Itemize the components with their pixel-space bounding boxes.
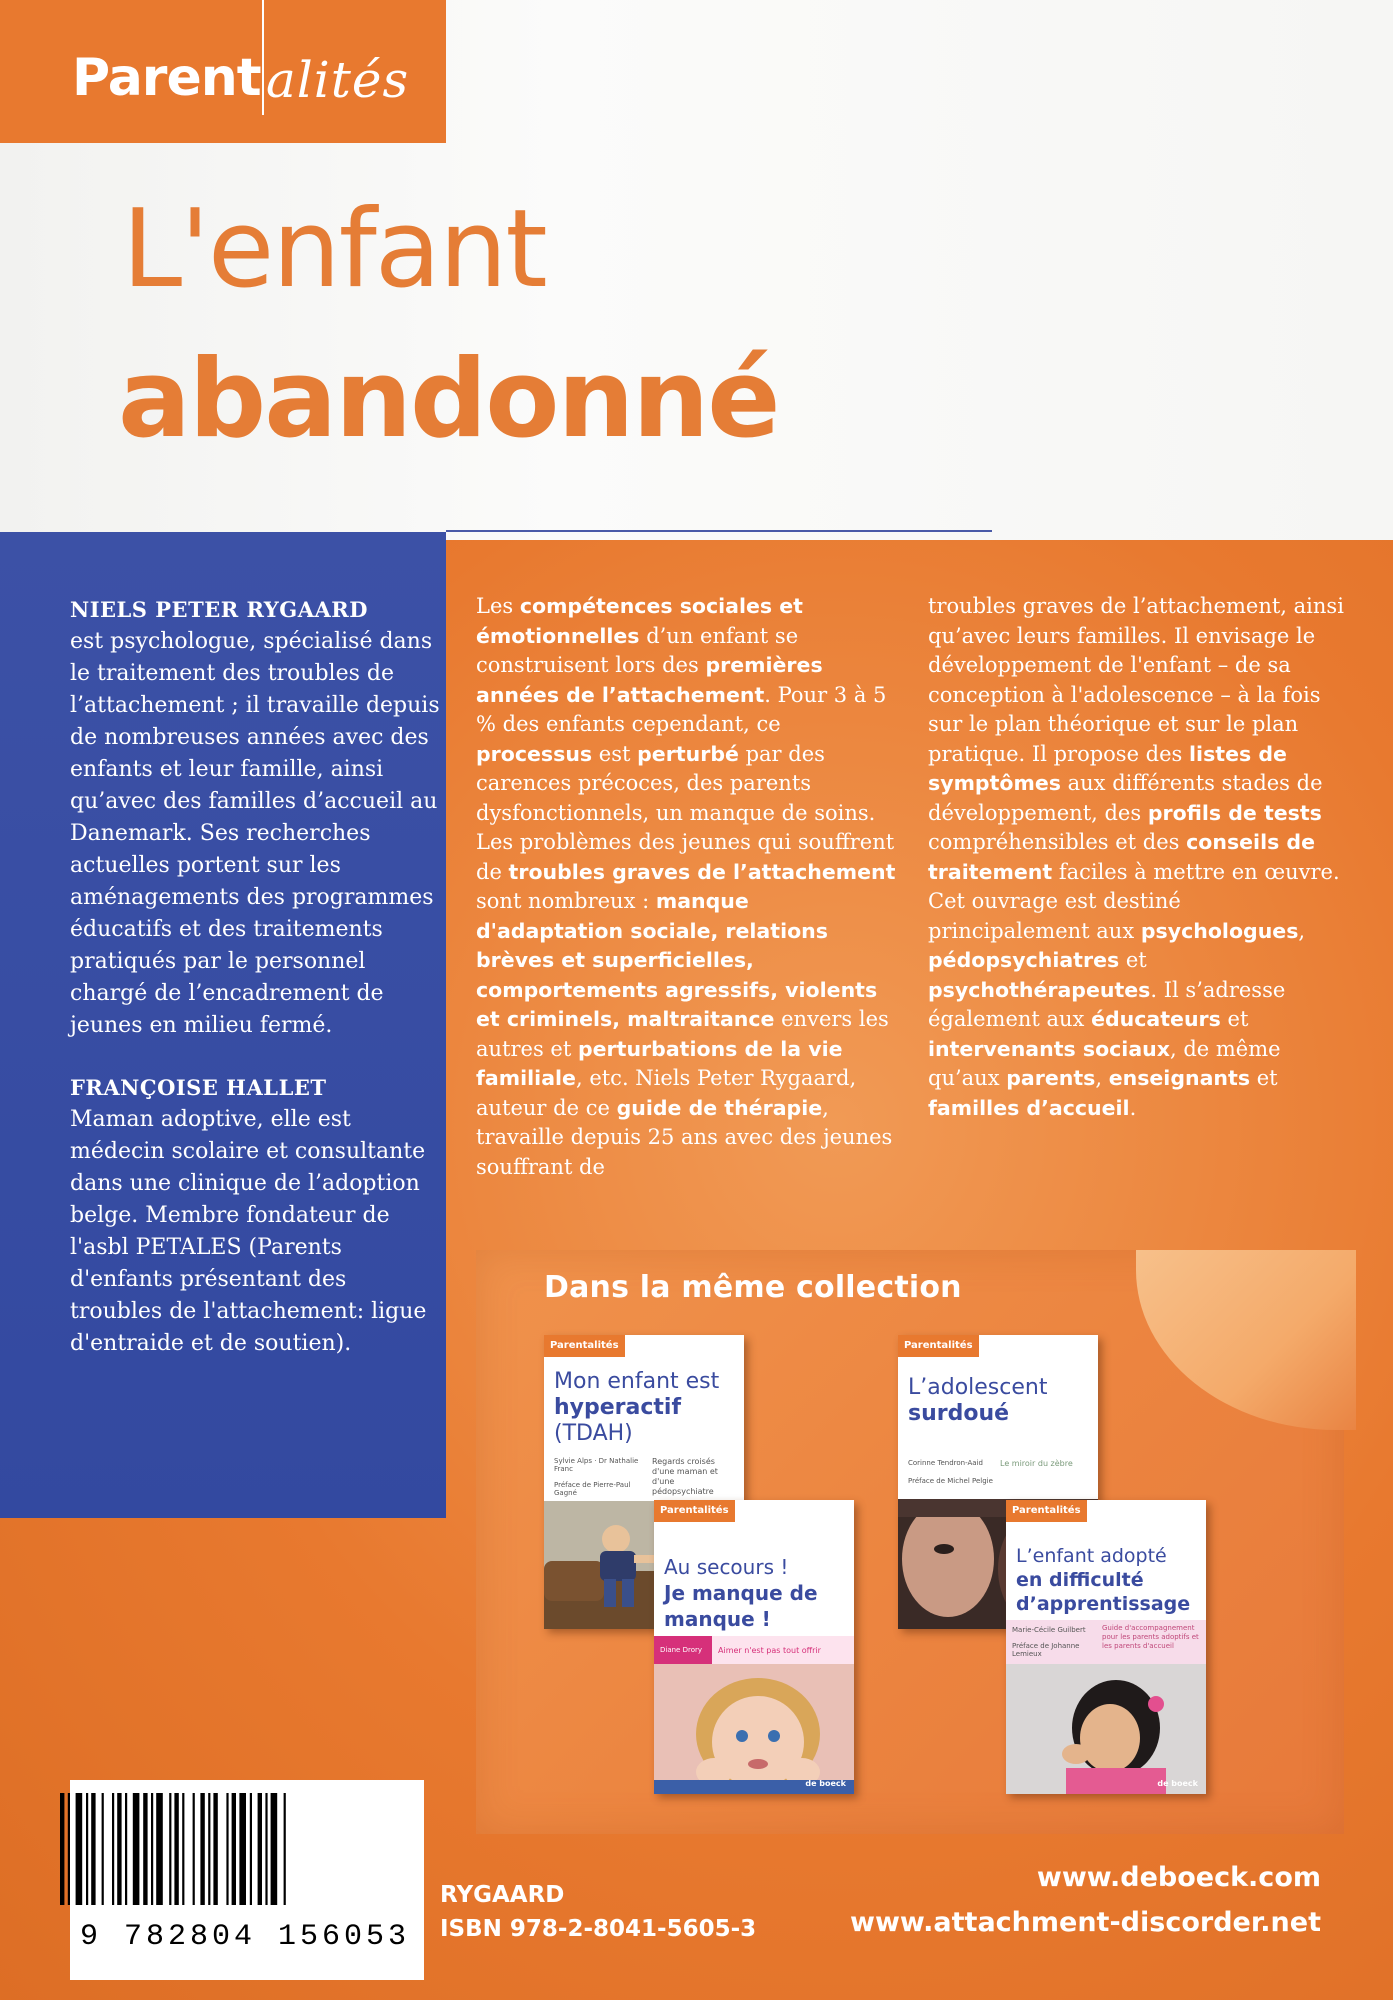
book-title: L’adolescent surdoué (908, 1375, 1048, 1426)
book-photo (654, 1664, 854, 1794)
book-subtitle: Guide d'accompagnement pour les parents adoptifs et les parents d'accueil (1102, 1624, 1199, 1650)
series-logo-divider (262, 0, 264, 115)
barcode-bar (143, 1793, 147, 1905)
book-subtitle: Le miroir du zèbre (1000, 1459, 1073, 1468)
url-deboeck: www.deboeck.com (1036, 1862, 1321, 1893)
book-title: Au secours ! Je manque de manque ! (664, 1555, 818, 1631)
barcode-bar (182, 1793, 184, 1905)
author-bio: Maman adoptive, elle est médecin scolaire et consultante dans une clinique de l’adoption belge. Membre fondateur de l'asbl PETALES (Parents d'enfants présentant des troubles de l'attachement: ligue d'entraide et de soutien). (70, 1107, 427, 1356)
barcode-bar (213, 1793, 217, 1905)
book-series-label: Parentalités (544, 1335, 625, 1357)
book-subtitle: Aimer n'est pas tout offrir (718, 1646, 821, 1655)
barcode-bar (125, 1793, 127, 1905)
barcode-bar (102, 1793, 104, 1905)
author-bio: est psychologue, spécialisé dans le traitement des troubles de l’attachement ; il travaille depuis de nombreuses années avec des enfants et leur famille, ainsi qu’avec des familles d’accueil au Danemark. Ses recherches actuelles portent sur les aménagements des programmes éducatifs et des traitements pratiqués par le personnel chargé de l’encadrement de jeunes en milieu fermé. (70, 629, 440, 1038)
series-logo (0, 0, 446, 143)
isbn-block (440, 1878, 756, 1946)
book-subtitle-band (654, 1636, 854, 1664)
emphasis-text: perturbations de la vie familiale (476, 1036, 843, 1090)
collection-heading: Dans la même collection (544, 1270, 962, 1305)
barcode-bar (208, 1793, 210, 1905)
book-preface: Préface de Johanne Lemieux (1012, 1642, 1080, 1658)
emphasis-text: intervenants sociaux (928, 1036, 1170, 1061)
collection-book-adopte (1006, 1500, 1206, 1794)
book-subtitle: Regards croisés d'une maman et d'une pédopsychiatre (652, 1457, 718, 1496)
publisher-urls (850, 1855, 1321, 1945)
description-column-2: troubles graves de l’attachement, ainsi qu’avec leurs familles. Il envisage le développement de l'enfant – de sa conception à l'adolescence – à la fois sur le plan théorique et sur le plan pratique. Il propose des listes de symptômes aux différents stades de développement, des profils de tests compréhensibles et des conseils de traitement faciles à mettre en œuvre. Cet ouvrage est destiné principalement aux psychologues, pédopsychiatres et psychothérapeutes. Il s’adresse également aux éducateurs et intervenants sociaux, de même qu’aux parents, enseignants et familles d’accueil. (928, 594, 1344, 1120)
emphasis-text: compétences sociales et émotionnelles (476, 594, 803, 648)
emphasis-text: guide de thérapie (616, 1095, 823, 1120)
barcode-bar (86, 1793, 88, 1905)
barcode-bar (60, 1793, 64, 1905)
barcode-bar (250, 1793, 252, 1905)
barcode-bar (91, 1793, 95, 1905)
barcode-bar (200, 1793, 204, 1905)
barcode-bar (193, 1793, 195, 1905)
emphasis-text: troubles graves de l’attachement (508, 859, 896, 884)
book-subtitle-band (1006, 1620, 1206, 1664)
collection-book-manque (654, 1500, 854, 1794)
book-authors: Diane Drory (660, 1646, 703, 1654)
barcode-bar (112, 1793, 114, 1905)
book-title: L’enfant adopté en difficulté d’apprentissage (1016, 1545, 1191, 1615)
book-series-label: Parentalités (1006, 1500, 1087, 1522)
book-preface: Préface de Michel Pelgie (908, 1477, 993, 1485)
emphasis-text: familles d’accueil (928, 1095, 1130, 1120)
book-preface: Préface de Pierre-Paul Gagné (554, 1481, 631, 1497)
book-title-line2: abandonné (118, 337, 779, 462)
emphasis-text: éducateurs (1091, 1007, 1221, 1031)
barcode-bar (133, 1793, 140, 1905)
barcode-digits: 9 782804 156053 (80, 1920, 411, 1954)
author-name: NIELS PETER RYGAARD (70, 597, 368, 622)
emphasis-text: perturbé (637, 741, 739, 766)
barcode-bar (156, 1793, 163, 1905)
barcode (58, 1793, 403, 1905)
publisher-logo: de boeck (805, 1779, 846, 1788)
book-authors: Sylvie Alps · Dr Nathalie Franc (554, 1457, 639, 1473)
emphasis-text: processus (476, 741, 593, 766)
emphasis-text: listes de symptômes (928, 741, 1287, 795)
book-photo (1006, 1664, 1206, 1794)
book-series-label: Parentalités (654, 1500, 735, 1522)
emphasis-text: conseils de traitement (928, 830, 1316, 884)
emphasis-text: pédopsychiatres (928, 948, 1120, 972)
author-code: RYGAARD (440, 1882, 565, 1908)
barcode-bar (271, 1793, 278, 1905)
book-authors: Corinne Tendron-Aaid (908, 1459, 983, 1467)
book-title: Mon enfant est hyperactif (TDAH) (554, 1369, 720, 1446)
emphasis-text: premières années de l’attachement (476, 653, 823, 707)
book-series-label: Parentalités (898, 1335, 979, 1357)
barcode-bar (169, 1793, 171, 1905)
barcode-bar (265, 1793, 267, 1905)
emphasis-text: enseignants (1108, 1066, 1251, 1090)
barcode-bar (76, 1793, 83, 1905)
barcode-bar (68, 1793, 70, 1905)
barcode-bar (226, 1793, 228, 1905)
publisher-logo: de boeck (1157, 1779, 1198, 1788)
barcode-bar (232, 1793, 236, 1905)
book-title-line1: L'enfant (122, 187, 546, 312)
barcode-bar (117, 1793, 121, 1905)
barcode-bar (239, 1793, 246, 1905)
emphasis-text: psychologues (1140, 918, 1299, 943)
description-column-1: Les compétences sociales et émotionnelles d’un enfant se construisent lors des premières années de l’attachement. Pour 3 à 5 % des enfants cependant, ce processus est perturbé par des carences précoces, des parents dysfonctionnels, un manque de soins. Les problèmes des jeunes qui souffrent de troubles graves de l’attachement sont nombreux : manque d'adaptation sociale, relations brèves et superficielles, comportements agressifs, violents et criminels, maltraitance envers les autres et perturbations de la vie familiale, etc. Niels Peter Rygaard, auteur de ce guide de thérapie, travaille depuis 25 ans avec des jeunes souffrant de (476, 594, 896, 1179)
barcode-bar (258, 1793, 262, 1905)
emphasis-text: profils de tests (1147, 800, 1322, 825)
author-bios (70, 594, 440, 1360)
book-authors: Marie-Cécile Guilbert (1012, 1626, 1086, 1634)
title-rule (446, 530, 992, 532)
barcode-bar (174, 1793, 178, 1905)
series-logo-prefix: Parent (72, 48, 261, 108)
barcode-bar (151, 1793, 153, 1905)
series-logo-suffix: alités (266, 51, 410, 109)
emphasis-text: parents (1006, 1066, 1096, 1090)
emphasis-text: psychothérapeutes (928, 977, 1151, 1002)
emphasis-text: manque d'adaptation sociale, relations brèves et superficielles, comportements agressifs, violents et criminels, maltraitance (476, 889, 878, 1031)
url-attachment: www.attachment-discorder.net (850, 1907, 1321, 1938)
author-name: FRANÇOISE HALLET (70, 1075, 327, 1100)
barcode-bar (284, 1793, 286, 1905)
isbn: ISBN 978-2-8041-5605-3 (440, 1916, 757, 1942)
